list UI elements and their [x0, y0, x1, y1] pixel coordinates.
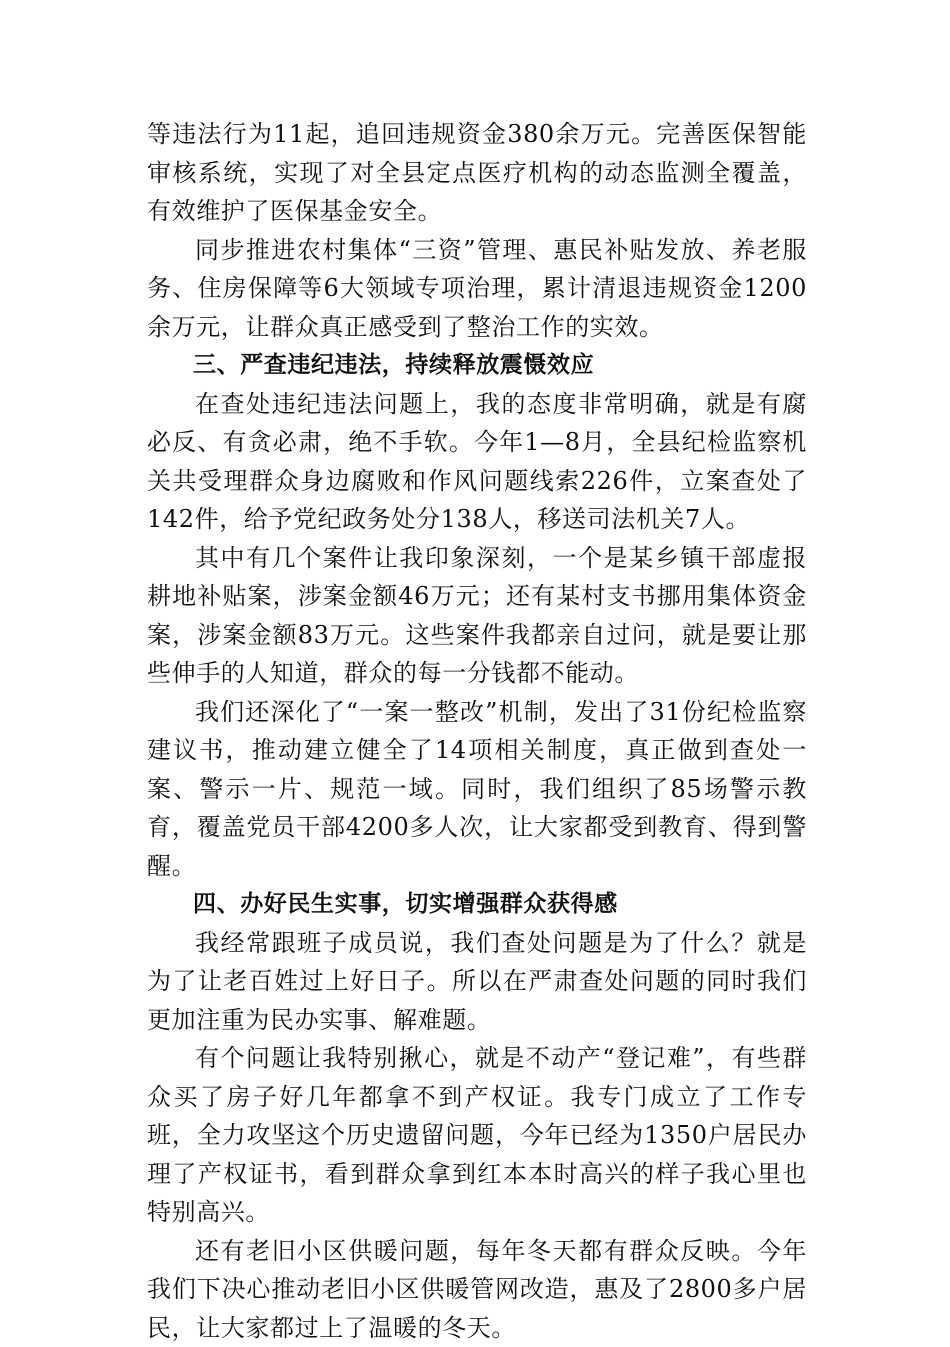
paragraph: 还有老旧小区供暖问题，每年冬天都有群众反映。今年我们下决心推动老旧小区供暖管网改造，惠及了2800多户居民，让大家都过上了温暖的冬天。	[147, 1232, 807, 1347]
paragraph: 我们还深化了“一案一整改”机制，发出了31份纪检监察建议书，推动建立健全了14项相关制度，真正做到查处一案、警示一片、规范一域。同时，我们组织了85场警示教育，覆盖党员干部4200多人次，让大家都受到教育、得到警醒。	[147, 693, 807, 886]
paragraph: 有个问题让我特别揪心，就是不动产“登记难”，有些群众买了房子好几年都拿不到产权证。我专门成立了工作专班，全力攻坚这个历史遗留问题，今年已经为1350户居民办理了产权证书，看到群众拿到红本本时高兴的样子我心里也特别高兴。	[147, 1039, 807, 1232]
paragraph-continued: 等违法行为11起，追回违规资金380余万元。完善医保智能审核系统，实现了对全县定点医疗机构的动态监测全覆盖，有效维护了医保基金安全。	[147, 115, 807, 231]
section-heading-3: 三、严查违纪违法，持续释放震慑效应	[147, 346, 807, 385]
paragraph: 我经常跟班子成员说，我们查处问题是为了什么？就是为了让老百姓过上好日子。所以在严肃查处问题的同时我们更加注重为民办实事、解难题。	[147, 924, 807, 1040]
paragraph: 在查处违纪违法问题上，我的态度非常明确，就是有腐必反、有贪必肃，绝不手软。今年1—8月，全县纪检监察机关共受理群众身边腐败和作风问题线索226件，立案查处了142件，给予党纪政务处分138人，移送司法机关7人。	[147, 385, 807, 539]
section-heading-4: 四、办好民生实事，切实增强群众获得感	[147, 885, 807, 924]
paragraph: 同步推进农村集体“三资”管理、惠民补贴发放、养老服务、住房保障等6大领域专项治理，累计清退违规资金1200余万元，让群众真正感受到了整治工作的实效。	[147, 231, 807, 347]
paragraph: 其中有几个案件让我印象深刻，一个是某乡镇干部虚报耕地补贴案，涉案金额46万元；还有某村支书挪用集体资金案，涉案金额83万元。这些案件我都亲自过问，就是要让那些伸手的人知道，群众的每一分钱都不能动。	[147, 539, 807, 693]
document-page	[147, 115, 807, 1347]
